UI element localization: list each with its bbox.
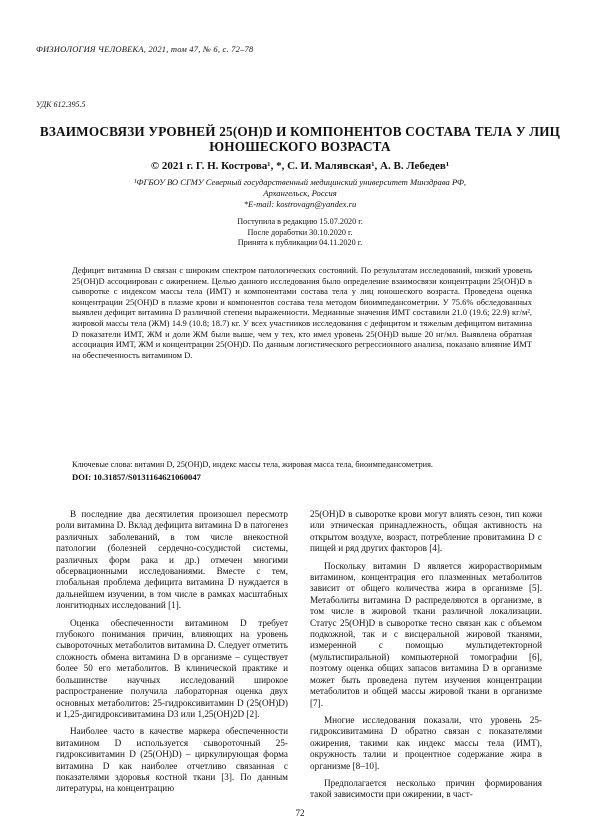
affiliation-line-2: Архангельск, Россия: [263, 188, 337, 198]
author-email: *E-mail: kostrovagn@yandex.ru: [243, 199, 357, 209]
date-accepted: Принята к публикации 04.11.2020 г.: [237, 238, 363, 247]
doi: DOI: 10.31857/S0131164621060047: [72, 472, 201, 482]
paragraph: 25(OH)D в сыворотке крови могут влиять сезон, тип кожи или этническая принадлежность, общая активность на открытом воздухе, возраст, потребление провитамина D с пищей и ряд других факторов [4].: [310, 509, 542, 554]
article-authors: © 2021 г. Г. Н. Кострова¹, *, С. И. Малявская¹, А. В. Лебедев¹: [150, 160, 450, 172]
paragraph: Многие исследования показали, что уровень 25-гидроксивитамина D обратно связан с показателями ожирения, такими как индекс массы тела (ИМТ), окружность талии и процентное содержание жира в организме [8–10].: [310, 714, 542, 771]
affiliation-line-1: ¹ФГБОУ ВО СГМУ Северный государственный медицинский университет Минздрава РФ,: [133, 177, 467, 187]
abstract: Дефицит витамина D связан с широким спектром патологических состояний. По результатам исследований, низкий уровень 25(OH)D ассоциирован с ожирением. Целью данного исследования было определение взаимосвязи концентрации 25(OH)D в сыворотке с индексом массы тела (ИМТ) и компонентами состава тела у лиц юношеского возраста. Проведена оценка концентрации 25(OH)D в плазме крови и компонентов состава тела методом биоимпедансометрии. У 75.6% обследованных выявлен дефицит витамина D различной степени выраженности. Медианные значения ИМТ составили 21.0 (19.6; 22.9) кг/м², жировой массы тела (ЖМ) 14.9 (10.8; 18.7) кг. У всех участников исследования с дефицитом и тяжелым дефицитом витамина D показатели ИМТ, ЖМ и доли ЖМ были выше, чем у тех, кто имел уровень 25(OH)D выше 20 нг/мл. Выявлена обратная ассоциация ИМТ, ЖМ и концентрации 25(OH)D. По данным логистического регрессионного анализа, показано влияние ИМТ на обеспеченность витамином D.: [72, 265, 532, 360]
article-title: ВЗАИМОСВЯЗИ УРОВНЕЙ 25(OH)D И КОМПОНЕНТОВ СОСТАВА ТЕЛА У ЛИЦ ЮНОШЕСКОГО ВОЗРАСТА: [39, 124, 561, 154]
date-received: Поступила в редакцию 15.07.2020 г.: [237, 217, 363, 226]
paragraph: В последние два десятилетия произошел пересмотр роли витамина D. Вклад дефицита витамина D в патогенез различных заболеваний, в том числе внекостной патологии (болезней сердечно-сосудистой системы, различных форм рака и др.) отмечен многими обсервационными исследованиями. Вместе с тем, глобальная проблема дефицита витамина D нуждается в дальнейшем изучении, в том числе в рамках масштабных лонгитюдных исследований [1].: [56, 509, 288, 611]
paragraph: Предполагается несколько причин формирования такой зависимости при ожирении, в част-: [310, 777, 542, 800]
page-number: 72: [295, 808, 305, 818]
date-revised: После доработки 30.10.2020 г.: [247, 227, 353, 237]
udk-code: УДК 612.395.5: [36, 100, 86, 109]
keywords: Ключевые слова: витамин D, 25(OH)D, индекс массы тела, жировая масса тела, биоимпедансометрия.: [72, 460, 433, 469]
paragraph: Поскольку витамин D является жирорастворимым витамином, концентрация его плазменных метаболитов зависит от общего количества жира в организме [5]. Метаболиты витамина D распределяются в организме, в том числе в жировой ткани различной локализации. Статус 25(OH)D в сыворотке тесно связан как с объемом подкожной, так и с висцеральной жировой тканями, измеренной с помощью мультидетекторной (мультиспиральной) компьютерной томографии [6], поэтому оценка общих запасов витамина D в организме может быть проведена путем изучения концентрации метаболитов и общей массы жировой ткани в организме [7].: [310, 560, 542, 708]
dates-block: [36, 217, 564, 249]
paragraph: Оценка обеспеченности витамином D требует глубокого понимания причин, влияющих на уровень сывороточных метаболитов витамина D. Следует отметить сложность обмена витамина D в организме – существует более 50 его метаболитов. В клинической практике и большинстве научных исследований широкое распространение получила лабораторная оценка двух основных метаболитов: 25-гидроксивитамин D (25(OH)D) и 1,25-дигидроксивитамина D3 или 1,25(OH)2D [2].: [56, 617, 288, 719]
left-column: [56, 509, 288, 801]
affiliation-block: [36, 177, 564, 210]
journal-header: ФИЗИОЛОГИЯ ЧЕЛОВЕКА, 2021, том 47, № 6, с. 72–78: [36, 44, 254, 54]
right-column: [310, 509, 542, 807]
paragraph: Наиболее часто в качестве маркера обеспеченности витамином D используется сывороточный 25-гидроксивитамин D (25(OH)D) – циркулирующая форма витамина D как наиболее отчетливо связанная с показателями здоровья костной ткани [3]. По данным литературы, на концентрацию: [56, 726, 288, 794]
